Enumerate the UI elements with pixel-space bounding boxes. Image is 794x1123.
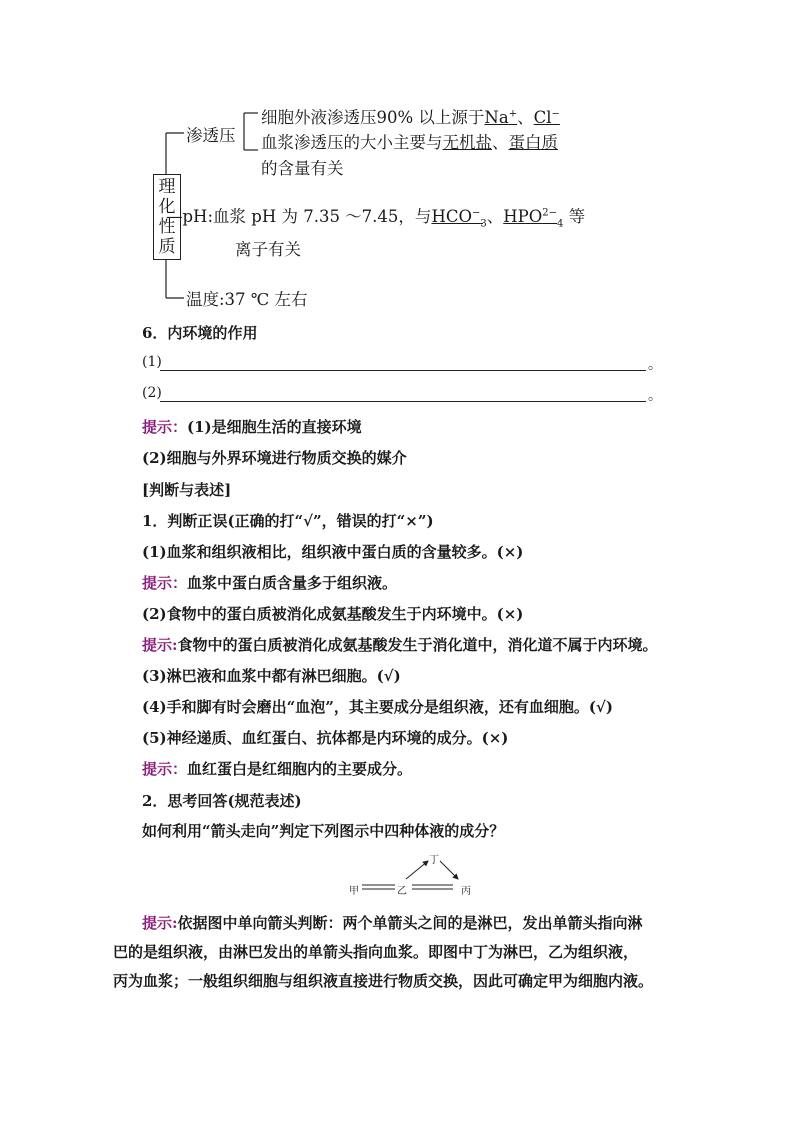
diagram-connector-lines bbox=[0, 0, 794, 320]
property-char: 性 bbox=[158, 217, 176, 237]
judge-item: (1)血浆和组织液相比，组织液中蛋白质的含量较多。(×) bbox=[142, 543, 524, 561]
answer-line: 丙为血浆；一般组织细胞与组织液直接进行物质交换，因此可确定甲为细胞内液。 bbox=[113, 972, 654, 990]
judge-item: (2)食物中的蛋白质被消化成氨基酸发生于内环境中。(×) bbox=[142, 605, 524, 623]
hint-label: 提示: bbox=[142, 914, 178, 932]
answer-line: 巴的是组织液，由淋巴发出的单箭头指向血浆。即图中丁为淋巴，乙为组织液， bbox=[113, 943, 639, 961]
fig-label-yi: 乙 bbox=[397, 886, 407, 897]
hint-line: 提示：血红蛋白是红细胞内的主要成分。 bbox=[142, 760, 413, 778]
end-mark: 。 bbox=[648, 388, 662, 404]
q2-question: 如何利用“箭头走向”判定下列图示中四种体液的成分？ bbox=[142, 822, 505, 840]
answer-blank-line[interactable] bbox=[160, 370, 646, 371]
judge-item: (5)神经递质、血红蛋白、抗体都是内环境的成分。(×) bbox=[142, 729, 509, 747]
underlined-answer: 无机盐 bbox=[442, 133, 492, 152]
fig-label-ding: 丁 bbox=[429, 855, 439, 866]
ph-line-1: —pH:血浆 pH 为 7.35 ～7.45，与$HCO^-_3$、$HPO^{2-}_4$ 等 bbox=[166, 207, 586, 230]
fig-label-bing: 丙 bbox=[461, 886, 471, 897]
hint-label: 提示： bbox=[142, 418, 188, 436]
hint-label: 提示： bbox=[142, 760, 188, 778]
hint-label: 提示: bbox=[142, 636, 178, 654]
property-char: 化 bbox=[158, 197, 176, 217]
answer-line: 提示:依据图中单向箭头判断：两个单箭头之间的是淋巴，发出单箭头指向淋 bbox=[142, 914, 643, 932]
blank-1-label: (1) bbox=[142, 354, 162, 370]
osmotic-line-2: 血浆渗透压的大小主要与无机盐、蛋白质 bbox=[261, 133, 558, 152]
osmotic-line-1: 细胞外液渗透压90% 以上源于Na+、Cl− bbox=[261, 108, 560, 127]
ph-line-2: 离子有关 bbox=[235, 240, 301, 259]
underlined-answer: 蛋白质 bbox=[508, 133, 558, 152]
judge-item: (3)淋巴液和血浆中都有淋巴细胞。(√) bbox=[142, 667, 401, 685]
underlined-answer: $HCO^-_3$ bbox=[431, 207, 487, 230]
answer-blank-line[interactable] bbox=[160, 401, 646, 402]
hint-line: (2)细胞与外界环境进行物质交换的媒介 bbox=[142, 449, 407, 467]
property-char: 质 bbox=[158, 237, 176, 257]
q2-heading: 2．思考回答(规范表述) bbox=[142, 792, 302, 810]
hint-line: 提示:食物中的蛋白质被消化成氨基酸发生于消化道中，消化道不属于内环境。 bbox=[142, 636, 658, 654]
underlined-answer: $HPO^{2-}_4$ bbox=[503, 207, 564, 230]
judge-q1-heading: 1．判断正误(正确的打“√”，错误的打“×”) bbox=[142, 512, 434, 530]
osmotic-line-3: 的含量有关 bbox=[261, 159, 344, 178]
hint-line: 提示：(1)是细胞生活的直接环境 bbox=[142, 418, 362, 436]
section6-heading: 6．内环境的作用 bbox=[142, 324, 258, 342]
judge-section-label: [判断与表述] bbox=[142, 481, 232, 499]
hint-label: 提示： bbox=[142, 574, 188, 592]
osmotic-label: 渗透压 bbox=[186, 126, 236, 145]
hint-line: 提示：血浆中蛋白质含量多于组织液。 bbox=[142, 574, 398, 592]
judge-item: (4)手和脚有时会磨出“血泡”，其主要成分是组织液，还有血细胞。(√) bbox=[142, 698, 613, 716]
end-mark: 。 bbox=[648, 357, 662, 373]
blank-2-label: (2) bbox=[142, 385, 162, 401]
arrow-figure-lines bbox=[340, 845, 480, 900]
property-char: 理 bbox=[158, 177, 176, 197]
fig-label-jia: 甲 bbox=[349, 886, 359, 897]
temperature-line: 温度:37 ℃ 左右 bbox=[186, 290, 308, 309]
